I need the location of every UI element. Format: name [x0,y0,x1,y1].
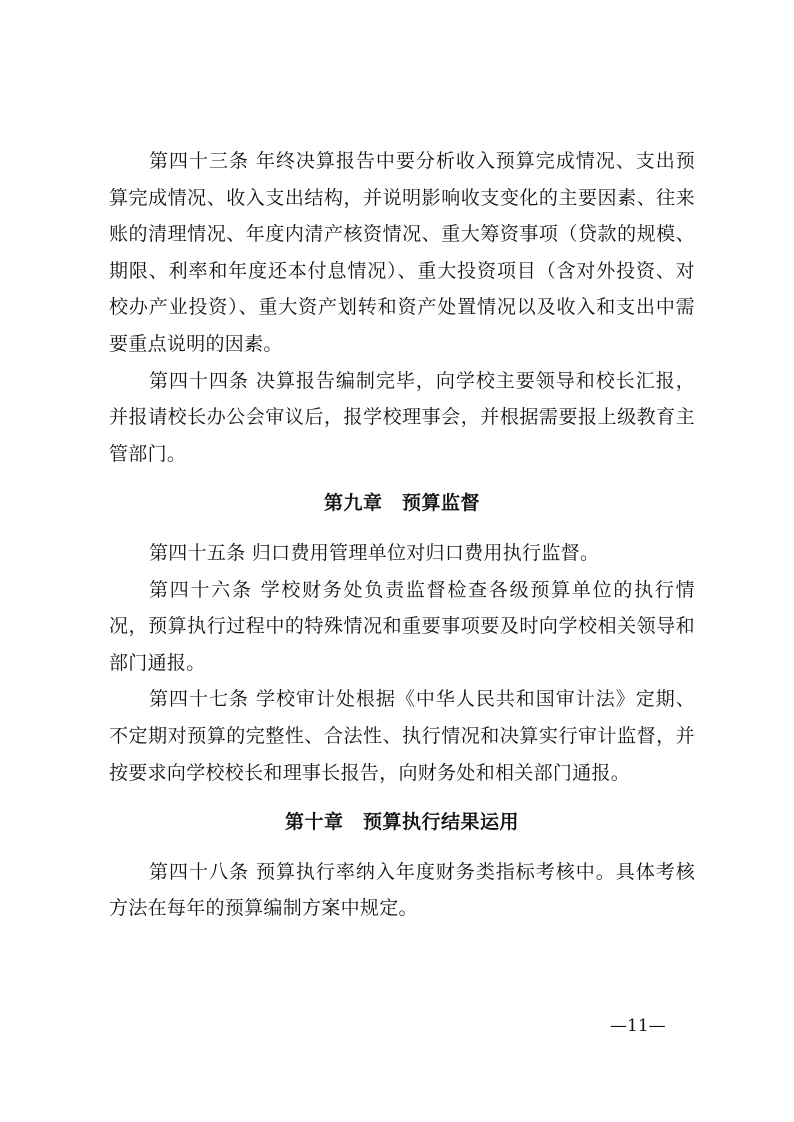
article-47: 第四十七条 学校审计处根据《中华人民共和国审计法》定期、不定期对预算的完整性、合法性、执行情况和决算实行审计监督，并按要求向学校校长和理事长报告，向财务处和相关部门通报。 [109,688,695,784]
article-46: 第四十六条 学校财务处负责监督检查各级预算单位的执行情况，预算执行过程中的特殊情况和重要事项要及时向学校相关领导和部门通报。 [109,578,695,674]
article-48: 第四十八条 预算执行率纳入年度财务类指标考核中。具体考核方法在每年的预算编制方案中规定。 [109,860,695,920]
article-45: 第四十五条 归口费用管理单位对归口费用执行监督。 [149,541,600,564]
chapter-10-heading: 第十章 预算执行结果运用 [284,811,519,834]
article-43: 第四十三条 年终决算报告中要分析收入预算完成情况、支出预算完成情况、收入支出结构，并说明影响收支变化的主要因素、往来账的清理情况、年度内清产核资情况、重大筹资事项（贷款的规模、期限、利率和年度还本付息情况）、重大投资项目（含对外投资、对校办产业投资）、重大资产划转和资产处置情况以及收入和支出中需要重点说明的因素。 [109,150,695,355]
document-body [109,143,695,927]
page-number: —11— [610,1016,666,1036]
chapter-9-heading: 第九章 预算监督 [323,492,480,515]
article-44: 第四十四条 决算报告编制完毕，向学校主要领导和校长汇报，并报请校长办公会审议后，报学校理事会，并根据需要报上级教育主管部门。 [109,369,695,465]
